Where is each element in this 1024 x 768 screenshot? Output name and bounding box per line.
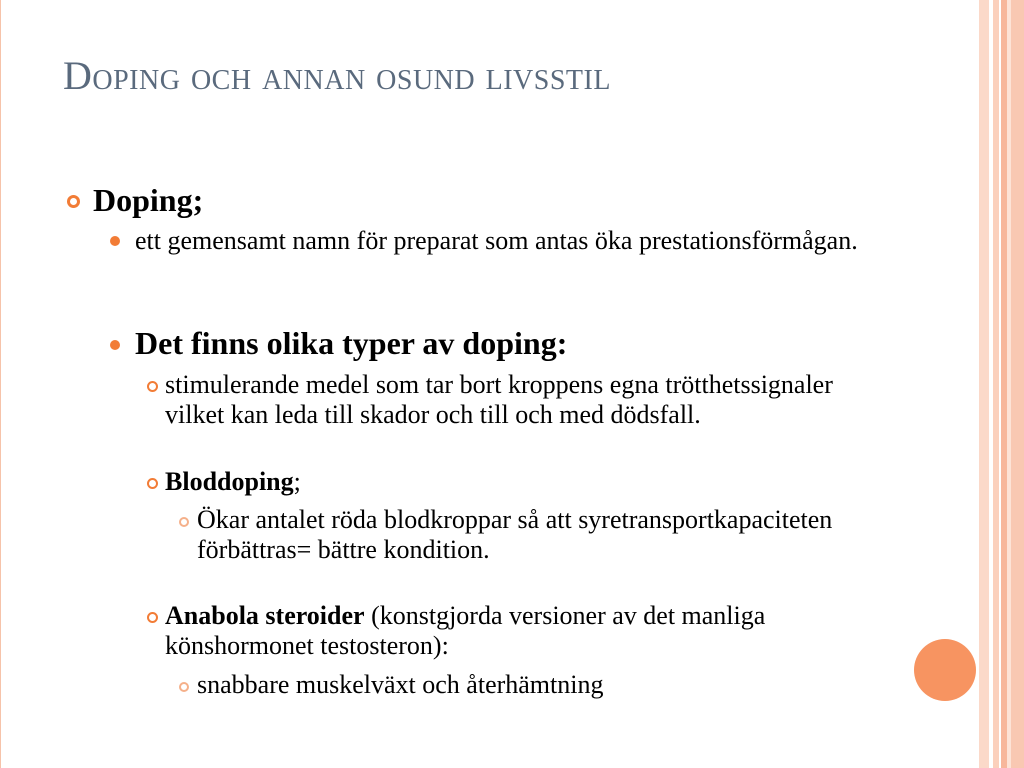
decorative-circle	[914, 639, 976, 701]
decorative-stripe	[1011, 0, 1024, 768]
anabolic-label	[165, 601, 865, 661]
ring-bullet-icon	[147, 612, 158, 623]
ring-bullet-icon	[179, 682, 189, 692]
blood-doping-label	[165, 467, 885, 497]
anabolic-bold: Anabola steroider	[165, 601, 365, 630]
ring-bullet-icon	[67, 195, 80, 208]
ring-bullet-icon	[147, 381, 158, 392]
ring-bullet-icon	[179, 517, 189, 527]
blood-doping-detail-text: Ökar antalet röda blodkroppar så att syretransportkapaciteten förbättras= bättre kondition.	[197, 505, 833, 564]
ring-bullet-icon	[147, 478, 158, 489]
slide-title: Doping och annan osund livsstil	[63, 53, 611, 98]
dot-bullet-icon	[110, 236, 120, 246]
decorative-stripe	[979, 0, 989, 768]
blood-doping-bold: Bloddoping	[165, 467, 294, 496]
doping-heading: Doping;	[93, 182, 204, 218]
anabolic-detail-text: snabbare muskelväxt och återhämtning	[197, 670, 604, 699]
stimulants-text: stimulerande medel som tar bort kroppens egna trötthetssignaler vilket kan leda till skador och till och med dödsfall.	[165, 370, 833, 429]
slide-body	[1, 0, 901, 768]
anabolic-suffix: (konstgjorda versioner av det manliga könshormonet testosteron):	[165, 601, 766, 660]
types-heading: Det finns olika typer av doping:	[135, 325, 568, 361]
dot-bullet-icon	[110, 340, 120, 350]
definition-text: ett gemensamt namn för preparat som antas öka prestationsförmågan.	[135, 226, 858, 255]
blood-doping-suffix: ;	[293, 467, 301, 496]
